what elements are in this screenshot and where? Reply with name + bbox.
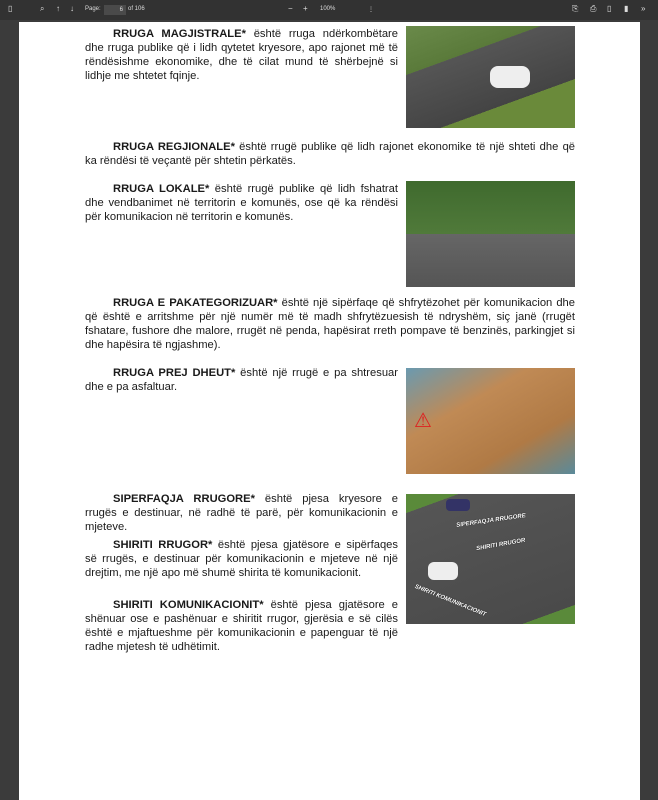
paragraph-lokale: RRUGA LOKALE* është rrugë publike që lidh fshatrat dhe vendbanimet në territorin e komunës, ose që ka rëndësi për komunikacion në territorin e komunës. xyxy=(85,183,398,223)
page-total: of 106 xyxy=(128,6,145,12)
previous-page-icon[interactable]: ↑ xyxy=(56,4,60,13)
paragraph-pakategorizuar: RRUGA E PAKATEGORIZUAR* është një sipërfaqe që shfrytëzohet për komunikacion dhe që është e arritshme për një numër më të madh shfrytëzuesish të ndryshëm, siç janë (rrugët fshatare, fushore dhe malore, rrugët në penda, hapësirat rreth pompave të benzinës, parkingjet si dhe hapësira të ngjashme). xyxy=(85,297,575,351)
sidebar-toggle-icon[interactable]: ▯ xyxy=(8,4,13,13)
diagram-label: SHIRITI RRUGOR xyxy=(475,537,526,553)
paragraph-shiriti-rrugor: SHIRITI RRUGOR* është pjesa gjatësore e sipërfaqes së rrugës, e destinuar për komunikacionin e mjeteve në një drejtim, me një apo më shumë shirita të komunikacionit. xyxy=(85,539,399,579)
more-options-icon[interactable]: ⋮ xyxy=(368,7,374,13)
diagram-label: SIPERFAQJA RRUGORE xyxy=(455,513,527,529)
highway-photo xyxy=(406,26,575,128)
bookmark-icon[interactable]: ▮ xyxy=(624,4,629,13)
car-icon xyxy=(428,562,458,580)
paragraph-dheut: RRUGA PREJ DHEUT* është një rrugë e pa shtresuar dhe e pa asfaltuar. xyxy=(85,367,398,393)
road-lanes-diagram xyxy=(406,494,575,624)
car-icon xyxy=(446,499,470,511)
warning-sign-icon: ⚠ xyxy=(414,410,432,432)
next-page-icon[interactable]: ↓ xyxy=(70,4,74,13)
paragraph-siperfaqja: SIPERFAQJA RRUGORE* është pjesa kryesore e rrugës e destinuar, në radhë të parë, për komunikacionin e mjeteve. xyxy=(85,493,398,533)
paragraph-shiriti-komunikacionit: SHIRITI KOMUNIKACIONIT* është pjesa gjatësore e shënuar ose e pashënuar e shiritit rrugor, gjerësia e së cilës është e mjaftueshme për komunikacionin e papenguar të një radhe mjetesh të udhëtimit. xyxy=(85,599,398,653)
page-number-input[interactable]: 6 xyxy=(104,5,126,15)
page-label: Page: xyxy=(85,6,101,12)
zoom-level[interactable]: 100% xyxy=(320,6,336,12)
local-road-photo xyxy=(406,181,575,287)
download-icon[interactable]: ▯ xyxy=(607,4,612,13)
zoom-in-button[interactable]: + xyxy=(303,4,308,13)
zoom-out-button[interactable]: − xyxy=(288,4,293,13)
pdf-toolbar xyxy=(0,0,658,20)
paragraph-regjionale: RRUGA REGJIONALE* është rrugë publike që lidh rajonet ekonomike të një shteti dhe që ka rëndësi të veçantë për shtetin përkatës. xyxy=(85,141,576,167)
search-icon[interactable]: ⌕ xyxy=(40,4,45,13)
scrollbar[interactable] xyxy=(640,22,658,800)
rotate-icon[interactable]: ⎘ xyxy=(572,4,579,13)
paragraph-magjistrale: RRUGA MAGJISTRALE* është rruga ndërkombëtare dhe rruga publike që i lidh qytetet kryesore, apo rajonet më të rëndësishme ekonomike, dhe të cilat mund të shërbejnë si lidhje me shtetet fqinje. xyxy=(85,28,398,82)
more-tools-icon[interactable]: » xyxy=(641,4,646,13)
diagram-label: SHIRITI KOMUNIKACIONIT xyxy=(413,583,487,619)
car-icon xyxy=(490,66,530,88)
dirt-road-photo xyxy=(406,368,575,474)
print-icon[interactable]: ⎙ xyxy=(590,4,597,13)
